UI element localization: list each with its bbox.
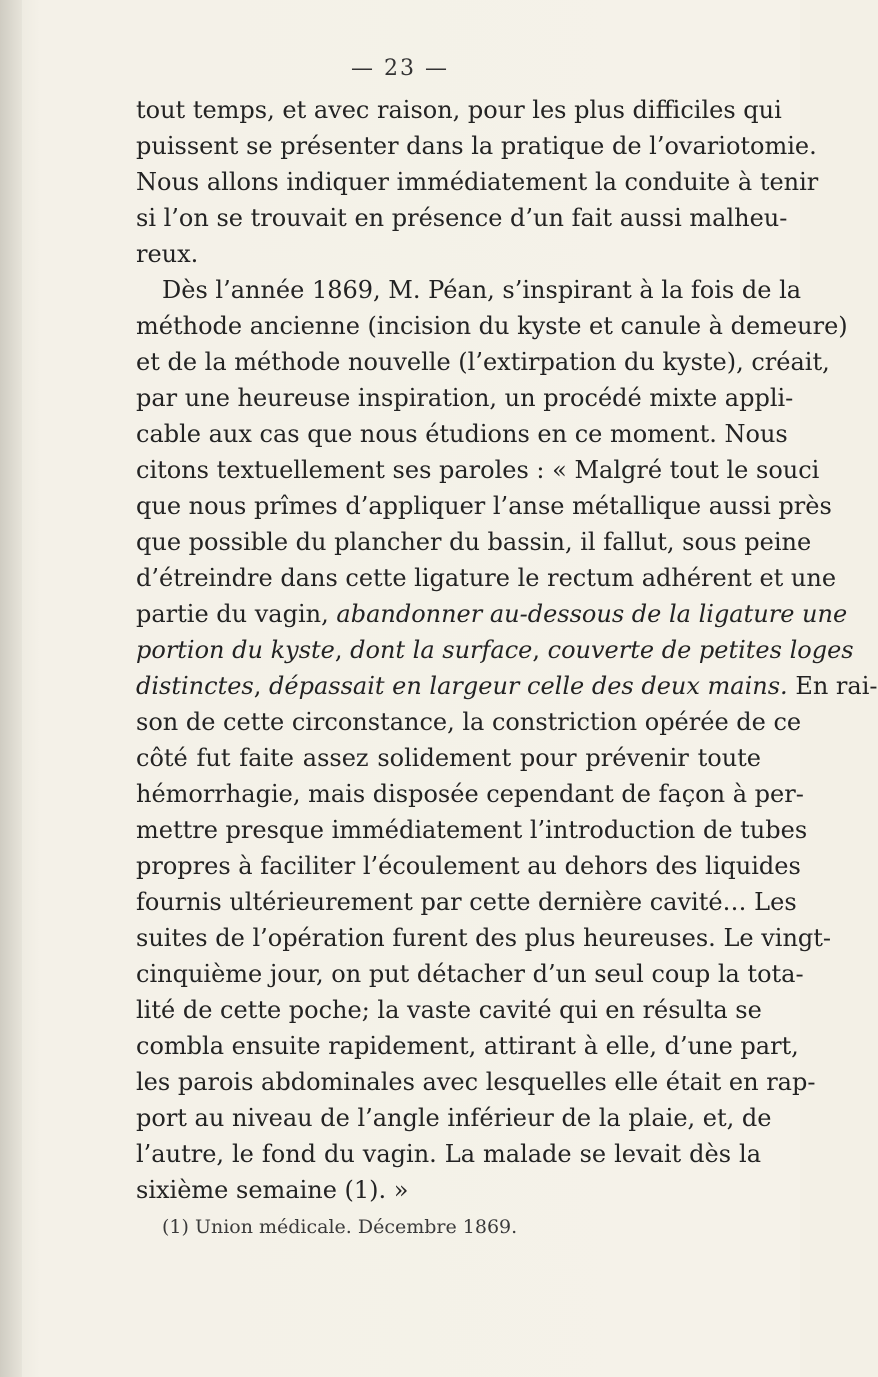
text-line: si l’on se trouvait en présence d’un fait aussi malheu- xyxy=(136,204,788,232)
body-text xyxy=(136,92,878,1242)
footnote: (1) Union médicale. Décembre 1869. xyxy=(162,1216,518,1238)
text-line: tout temps, et avec raison, pour les plus difficiles qui xyxy=(136,96,782,124)
italic-segment: dont la surface xyxy=(350,636,533,664)
text-line-mixed xyxy=(136,668,878,704)
text-line: méthode ancienne (incision du kyste et canule à demeure) xyxy=(136,312,848,340)
text-line-mixed xyxy=(136,632,854,668)
text-line: reux. xyxy=(136,240,199,268)
text-line: cable aux cas que nous étudions en ce moment. Nous xyxy=(136,420,788,448)
text-segment: partie du vagin, xyxy=(136,600,329,628)
text-line: propres à faciliter l’écoulement au dehors des liquides xyxy=(136,852,801,880)
paragraph-start-line: Dès l’année 1869, M. Péan, s’inspirant à la fois de la xyxy=(162,276,802,304)
page-number: — 23 — xyxy=(351,56,449,81)
italic-segment: dépassait en largeur celle des deux mains. xyxy=(269,672,788,700)
text-line: Nous allons indiquer immédiatement la conduite à tenir xyxy=(136,168,819,196)
text-line: d’étreindre dans cette ligature le rectum adhérent et une xyxy=(136,564,837,592)
italic-segment: distinctes xyxy=(136,672,254,700)
text-line: citons textuellement ses paroles : « Malgré tout le souci xyxy=(136,456,820,484)
text-line: cinquième jour, on put détacher d’un seul coup la tota- xyxy=(136,960,804,988)
text-line: mettre presque immédiatement l’introduction de tubes xyxy=(136,816,808,844)
text-line: fournis ultérieurement par cette dernière cavité… Les xyxy=(136,888,797,916)
text-line: port au niveau de l’angle inférieur de la plaie, et, de xyxy=(136,1104,772,1132)
italic-segment: portion du kyste xyxy=(136,636,335,664)
text-line: les parois abdominales avec lesquelles elle était en rap- xyxy=(136,1068,816,1096)
text-line: sixième semaine (1). » xyxy=(136,1176,409,1204)
text-segment: , xyxy=(532,636,548,664)
text-line: hémorrhagie, mais disposée cependant de façon à per- xyxy=(136,780,804,808)
italic-segment: abandonner au-dessous de la ligature une xyxy=(336,600,848,628)
page-gutter-shadow xyxy=(0,0,22,1377)
text-line: côté fut faite assez solidement pour prévenir toute xyxy=(136,744,761,772)
text-line: suites de l’opération furent des plus heureuses. Le vingt- xyxy=(136,924,832,952)
text-line: lité de cette poche; la vaste cavité qui en résulta se xyxy=(136,996,762,1024)
text-line: l’autre, le fond du vagin. La malade se levait dès la xyxy=(136,1140,761,1168)
text-line: son de cette circonstance, la constriction opérée de ce xyxy=(136,708,802,736)
text-segment: , xyxy=(253,672,270,700)
text-line-mixed xyxy=(136,596,848,632)
text-line: que possible du plancher du bassin, il fallut, sous peine xyxy=(136,528,812,556)
text-line: par une heureuse inspiration, un procédé mixte appli- xyxy=(136,384,794,412)
text-line: et de la méthode nouvelle (l’extirpation du kyste), créait, xyxy=(136,348,830,376)
text-line: que nous prîmes d’appliquer l’anse métallique aussi près xyxy=(136,492,832,520)
text-line: puissent se présenter dans la pratique de l’ovariotomie. xyxy=(136,132,817,160)
text-line: combla ensuite rapidement, attirant à elle, d’une part, xyxy=(136,1032,799,1060)
text-segment: En rai- xyxy=(787,672,878,700)
text-segment: , xyxy=(334,636,351,664)
italic-segment: couverte de petites loges xyxy=(547,636,854,664)
